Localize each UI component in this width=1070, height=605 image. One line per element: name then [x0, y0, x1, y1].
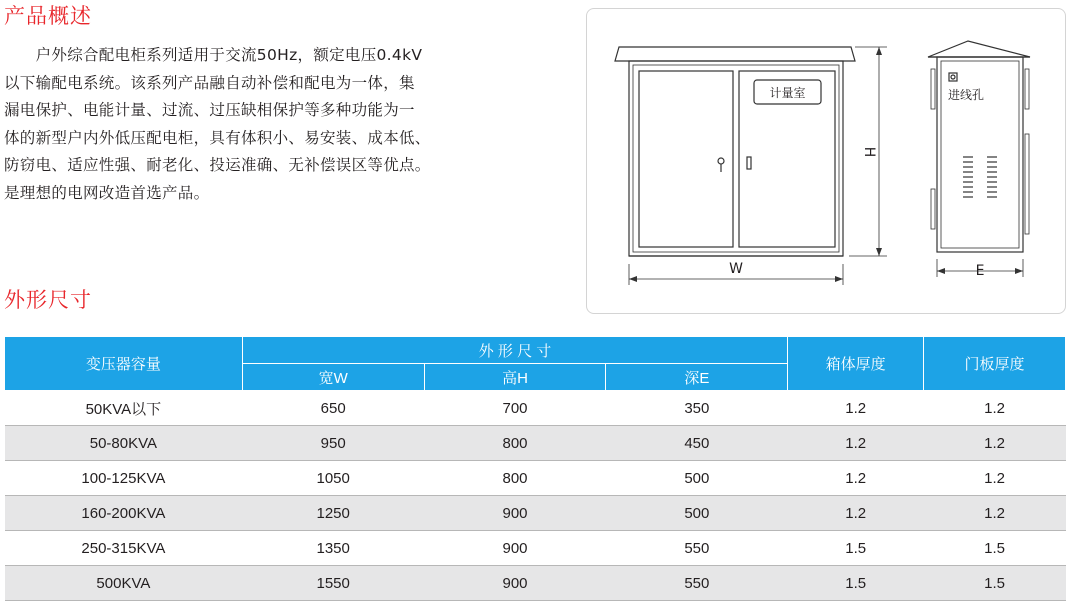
inlet-hole — [949, 73, 957, 81]
cell-box-thickness: 1.2 — [788, 391, 924, 426]
cell-width: 950 — [242, 426, 424, 461]
header-box-thickness: 箱体厚度 — [788, 337, 924, 391]
cell-height: 900 — [424, 531, 606, 566]
cell-box-thickness: 1.2 — [788, 496, 924, 531]
inlet-label: 进线孔 — [948, 88, 985, 102]
cell-height: 900 — [424, 566, 606, 601]
cell-depth: 500 — [606, 496, 788, 531]
cell-width: 1350 — [242, 531, 424, 566]
front-roof — [615, 47, 855, 61]
cell-door-thickness: 1.2 — [924, 496, 1066, 531]
description-line: 防窃电、适应性强、耐老化、投运准确、无补偿误区等优点。 — [4, 156, 431, 174]
overview-title: 产品概述 — [4, 4, 92, 28]
side-body — [937, 57, 1023, 252]
cell-box-thickness: 1.2 — [788, 426, 924, 461]
header-width: 宽W — [242, 364, 424, 391]
cell-capacity: 250-315KVA — [5, 531, 243, 566]
table-row — [5, 461, 1066, 496]
header-height: 高H — [424, 364, 606, 391]
cabinet-drawing — [587, 9, 1067, 315]
cell-height: 900 — [424, 496, 606, 531]
cell-door-thickness: 1.5 — [924, 531, 1066, 566]
depth-label: E — [975, 263, 985, 279]
cell-door-thickness: 1.2 — [924, 391, 1066, 426]
table-row — [5, 566, 1066, 601]
cell-box-thickness: 1.5 — [788, 531, 924, 566]
table-row — [5, 426, 1066, 461]
overview-description — [4, 42, 529, 207]
cell-capacity: 50-80KVA — [5, 426, 243, 461]
header-depth: 深E — [606, 364, 788, 391]
door-handle — [747, 157, 751, 169]
cell-depth: 500 — [606, 461, 788, 496]
cell-depth: 550 — [606, 566, 788, 601]
cell-width: 650 — [242, 391, 424, 426]
table-row — [5, 496, 1066, 531]
cell-depth: 550 — [606, 531, 788, 566]
cell-door-thickness: 1.2 — [924, 426, 1066, 461]
width-label: W — [729, 261, 743, 277]
cell-height: 700 — [424, 391, 606, 426]
header-door-thickness: 门板厚度 — [924, 337, 1066, 391]
description-line: 体的新型户内外低压配电柜，具有体积小、易安装、成本低、 — [4, 128, 431, 147]
header-outer-size: 外 形 尺 寸 — [242, 337, 787, 364]
cabinet-diagram — [586, 8, 1066, 314]
cell-depth: 450 — [606, 426, 788, 461]
cell-capacity: 160-200KVA — [5, 496, 243, 531]
door-lock — [718, 158, 724, 164]
dimensions-title: 外形尺寸 — [4, 288, 92, 312]
cell-capacity: 100-125KVA — [5, 461, 243, 496]
cell-capacity: 500KVA — [5, 566, 243, 601]
side-roof — [928, 41, 1030, 57]
front-body — [629, 61, 843, 256]
vent-slots — [963, 157, 997, 197]
cell-door-thickness: 1.5 — [924, 566, 1066, 601]
description-line: 以下输配电系统。该系列产品融自动补偿和配电为一体，集 — [4, 73, 415, 92]
cell-height: 800 — [424, 426, 606, 461]
table-row — [5, 391, 1066, 426]
cell-width: 1050 — [242, 461, 424, 496]
cell-depth: 350 — [606, 391, 788, 426]
cell-door-thickness: 1.2 — [924, 461, 1066, 496]
header-capacity: 变压器容量 — [5, 337, 243, 391]
cell-width: 1550 — [242, 566, 424, 601]
cell-box-thickness: 1.2 — [788, 461, 924, 496]
meter-room-label: 计量室 — [769, 86, 806, 100]
table-row — [5, 531, 1066, 566]
cell-width: 1250 — [242, 496, 424, 531]
description-line: 户外综合配电柜系列适用于交流50Hz，额定电压0.4kV — [4, 46, 423, 64]
cell-capacity: 50KVA以下 — [5, 391, 243, 426]
description-line: 漏电保护、电能计量、过流、过压缺相保护等多种功能为一 — [4, 101, 415, 119]
dimensions-table — [4, 336, 1066, 601]
cell-height: 800 — [424, 461, 606, 496]
height-label: H — [861, 146, 877, 158]
cell-box-thickness: 1.5 — [788, 566, 924, 601]
description-line: 是理想的电网改造首选产品。 — [4, 183, 210, 202]
